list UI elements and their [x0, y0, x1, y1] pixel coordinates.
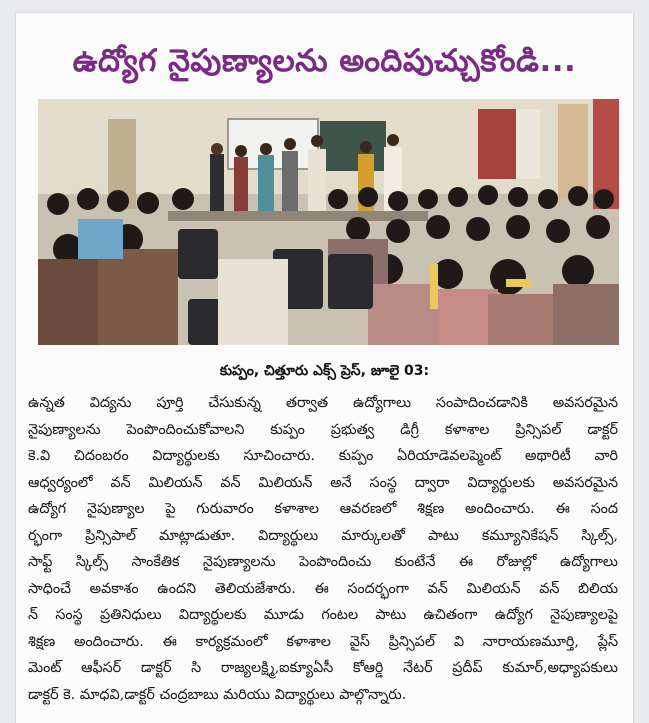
body-line: ర్భంగా ప్రిన్సిపాల్ మాట్లాడుతూ. విద్యార్థులు మార్కులతో పాటు కమ్యూనికేషన్ స్కిల్స్,	[28, 527, 618, 544]
body-line: ఉద్యోగ నైపుణ్యాల పై గురువారం కళాశాల ఆవరణలో శిక్షణ అందించారు. ఈ సంద	[28, 501, 618, 517]
body-line: ఆధ్వర్యంలో వన్ మిలియన్ వన్ మిలియన్ అనే సంస్థ ద్వారా విద్యార్థులకు అవసరమైన	[28, 474, 618, 491]
headline: ఉద్యోగ నైపుణ్యాలను అందిపుచ్చుకోండి...	[72, 43, 577, 79]
body-line: డాక్టర్ కె. మాధవి,డాక్టర్ చంద్రబాబు మరియు విద్యార్థులు పాల్గొన్నారు.	[28, 686, 407, 703]
body-line: సాధించే అవకాశం ఉందని తెలియజేశారు. ఈ సందర్భంగా వన్ మిలియన్ వన్ బిలియ	[28, 580, 618, 597]
body-line: శిక్షణ అందించారు. ఈ కార్యక్రమంలో కళాశాల వైస్ ప్రిన్సిపల్ వి నారాయణమూర్తి, ప్లేస్	[28, 633, 618, 650]
event-photo-illustration	[38, 99, 619, 345]
body-line: సాఫ్ట్ స్కిల్స్ సాంకేతిక నైపుణ్యాలను పెంపొందించు కుంటేనే ఈ రోజుల్లో ఉద్యోగాలు	[28, 554, 618, 570]
body-line: ఉన్నత విద్యను పూర్తి చేసుకున్న తర్వాత ఉద్యోగాలు సంపాదించడానికి అవసరమైన	[28, 395, 618, 411]
news-clipping	[16, 13, 633, 723]
article-body	[28, 390, 618, 708]
dateline: కుప్పం, చిత్తూరు ఎక్స్ ప్రెస్, జూలై 03:	[219, 363, 430, 379]
event-photo	[38, 99, 619, 345]
body-line: మెంట్ ఆఫీసర్ డాక్టర్ సి రాజ్యలక్ష్మి,ఐక్యూఏసీ కోఆర్డి నేటర్ ప్రదీప్ కుమార్,అధ్యాపకులు	[28, 660, 618, 676]
body-line: నైపుణ్యాలను పెంపొందించుకోవాలని కుప్పం ప్రభుత్వ డిగ్రీ కళాశాల ప్రిన్సిపల్ డాక్టర్	[28, 421, 618, 438]
body-line: న్ సంస్థ ప్రతినిధులు విద్యార్థులకు మూడు గంటల పాటు ఉచితంగా ఉద్యోగ నైపుణ్యాలపై	[28, 607, 618, 623]
body-line: కె.వి చిదంబరం విద్యార్థులకు సూచించారు. కుప్పం ఏరియాడెవలప్మెంట్ అథారిటీ వారి	[28, 448, 618, 464]
